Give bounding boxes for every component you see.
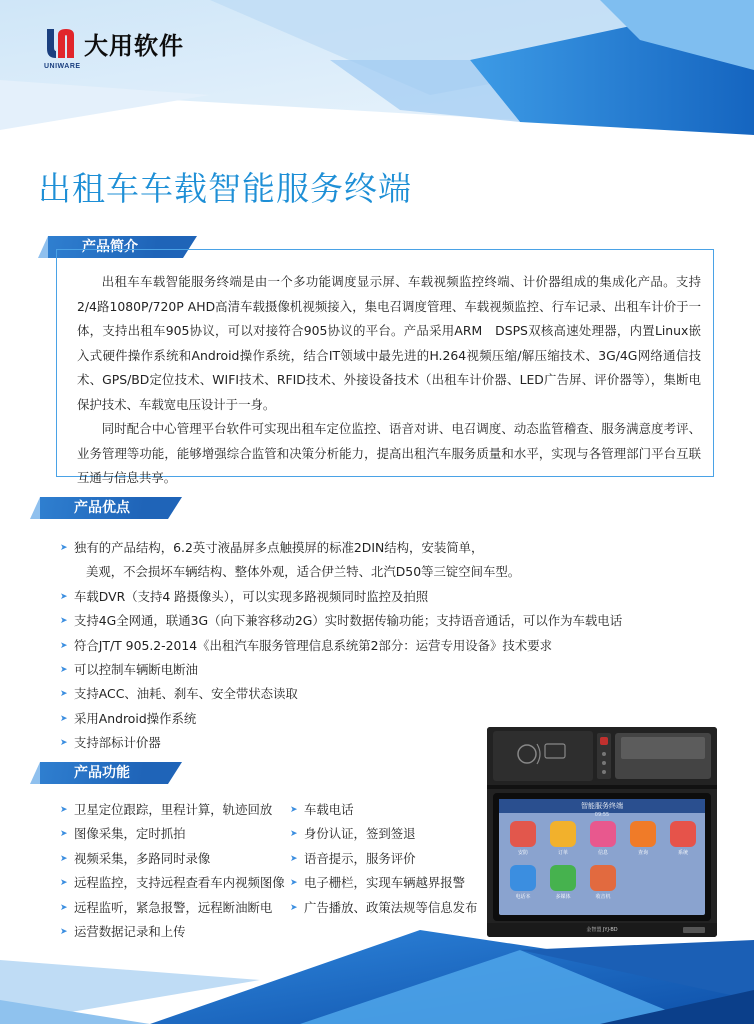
list-item (60, 682, 622, 706)
brand-name: 大用软件 (84, 32, 184, 60)
arrow-icon: ➤ (60, 829, 68, 840)
arrow-icon: ➤ (60, 805, 68, 815)
list-item (60, 920, 285, 944)
list-item-text: 广告播放、政策法规等信息发布 (304, 899, 478, 915)
brand-logo (44, 26, 184, 70)
arrow-icon: ➤ (60, 713, 68, 724)
device-screen-time: 09:55 (594, 812, 610, 818)
device-app-tile (545, 821, 581, 856)
section-title-functions (40, 762, 168, 784)
arrow-icon: ➤ (60, 543, 68, 553)
list-item-text: 符合JT/T 905.2-2014《出租汽车服务管理信息系统第2部分：运营专用设备》技术要求 (74, 637, 552, 653)
functions-list-right (290, 798, 477, 920)
app-icon (590, 865, 616, 891)
device-app-grid (505, 821, 701, 911)
page-title: 出租车车载智能服务终端 (38, 169, 412, 208)
alarm-button-icon (600, 737, 608, 745)
app-label: 多媒体 (555, 894, 571, 900)
arrow-icon: ➤ (60, 902, 68, 913)
list-item-text: 远程监听，紧急报警，远程断油断电 (74, 899, 273, 915)
list-item (60, 634, 622, 658)
arrow-icon: ➤ (60, 878, 68, 889)
list-item-text: 语音提示，服务评价 (304, 850, 416, 866)
list-item-text: 车载电话 (304, 802, 354, 817)
brand-subtitle: UNIWARE (44, 62, 81, 70)
arrow-icon: ➤ (60, 926, 68, 937)
section-title-intro-label: 产品简介 (82, 239, 138, 255)
section-title-functions-label: 产品功能 (74, 765, 130, 781)
list-item (290, 822, 477, 846)
arrow-icon: ➤ (60, 853, 68, 864)
app-icon (510, 865, 536, 891)
intro-paragraph-2: 同时配合中心管理平台软件可实现出租车定位监控、语音对讲、电召调度、动态监管稽查、服务满意度考评、业务管理等功能，能够增强综合监管和决策分析能力，提高出租汽车服务质量和水平，实现与各管理部门平台互联互通与信息共享。 (77, 421, 701, 485)
app-label: 安防 (517, 850, 528, 856)
app-icon (670, 821, 696, 847)
arrow-icon: ➤ (60, 689, 68, 700)
list-item (60, 798, 285, 822)
list-item-text: 图像采集，定时抓拍 (74, 826, 186, 842)
intro-paragraph-1: 出租车车载智能服务终端是由一个多功能调度显示屏、车载视频监控终端、计价器组成的集成化产品。支持2/4路1080P/720P AHD高清车载摄像机视频接入，集电召调度管理、车载视频监控、行车记录、出租车计价于一体，支持出租车905协议，可以对接符合905协议的平台。产品采用ARM DSPS双核高速处理器，内置Linux嵌入式硬件操作系统和Android操作系统，结合IT领域中最先进的H.264视频压缩/解压缩技术、3G/4G网络通信技术、GPS/BD定位技术、WIFI技术、RFID技术、外接设备技术（出租车计价器、LED广告屏、评价器等），集断电保护技术、车载宽电压设计于一身。 (77, 274, 701, 412)
list-item-text: 美观，不会损坏车辆结构、整体外观，适合伊兰特、北汽D50等三锭空间车型。 (86, 564, 521, 580)
device-screen-header: 智能服务终端 (581, 802, 623, 810)
list-item (290, 871, 477, 895)
arrow-icon: ➤ (60, 640, 68, 651)
app-label: 收音机 (595, 894, 611, 900)
device-photo (487, 727, 717, 937)
list-item-text: 支持ACC、油耗、刹车、安全带状态读取 (74, 686, 298, 702)
list-item (60, 536, 622, 560)
list-item (290, 896, 477, 920)
section-title-advantages (40, 497, 168, 519)
app-label: 订单 (557, 850, 568, 856)
arrow-icon: ➤ (60, 591, 68, 602)
arrow-icon: ➤ (290, 805, 298, 815)
device-brand-text: 金智盟 JYJ-BD (586, 927, 618, 933)
list-item-text: 独有的产品结构，6.2英寸液晶屏多点触摸屏的标准2DIN结构，安装简单， (74, 540, 484, 555)
device-app-tile (585, 821, 621, 856)
arrow-icon: ➤ (290, 878, 298, 889)
arrow-icon: ➤ (60, 616, 68, 627)
list-item-text: 视频采集，多路同时录像 (74, 850, 211, 866)
device-app-tile (545, 865, 581, 900)
app-label: 系统 (677, 850, 688, 856)
list-item-text: 可以控制车辆断电断油 (74, 661, 198, 677)
device-app-tile (585, 865, 621, 900)
device-app-tile (665, 821, 701, 856)
list-item-text: 身份认证，签到签退 (304, 826, 416, 842)
list-item-text: 远程监控，支持远程查看车内视频图像 (74, 875, 285, 891)
list-item (60, 847, 285, 871)
app-icon (550, 821, 576, 847)
list-item-text: 支持4G全网通，联通3G（向下兼容移动2G）实时数据传输功能；支持语音通话，可以作为车载电话 (74, 613, 623, 629)
app-icon (630, 821, 656, 847)
list-item-text: 运营数据记录和上传 (74, 923, 186, 939)
app-label: 电话本 (515, 894, 531, 900)
list-item (60, 609, 622, 633)
list-item-text: 车载DVR（支持4 路摄像头），可以实现多路视频同时监控及拍照 (74, 588, 429, 604)
arrow-icon: ➤ (290, 902, 298, 913)
device-app-tile (505, 821, 541, 856)
app-label: 信息 (597, 850, 608, 856)
list-item-text: 卫星定位跟踪，里程计算，轨迹回放 (74, 802, 273, 817)
advantages-list (60, 536, 622, 756)
section-title-advantages-label: 产品优点 (74, 500, 130, 516)
arrow-icon: ➤ (60, 664, 68, 675)
intro-box (56, 249, 714, 485)
list-item (60, 896, 285, 920)
list-item-text: 采用Android操作系统 (74, 710, 197, 726)
device-app-tile (505, 865, 541, 900)
list-item (60, 658, 622, 682)
list-item (60, 871, 285, 895)
logo-mark-icon (44, 27, 81, 70)
app-icon (510, 821, 536, 847)
app-icon (550, 865, 576, 891)
device-app-tile (625, 821, 661, 856)
list-item (60, 585, 622, 609)
arrow-icon: ➤ (290, 853, 298, 864)
arrow-icon: ➤ (290, 829, 298, 840)
list-item (60, 822, 285, 846)
arrow-icon: ➤ (60, 738, 68, 749)
functions-list-left (60, 798, 285, 944)
list-item (290, 847, 477, 871)
list-item (60, 560, 622, 584)
list-item-text: 支持部标计价器 (74, 735, 161, 751)
app-label: 查询 (637, 850, 648, 856)
app-icon (590, 821, 616, 847)
list-item-text: 电子栅栏，实现车辆越界报警 (304, 875, 466, 891)
list-item (290, 798, 477, 822)
